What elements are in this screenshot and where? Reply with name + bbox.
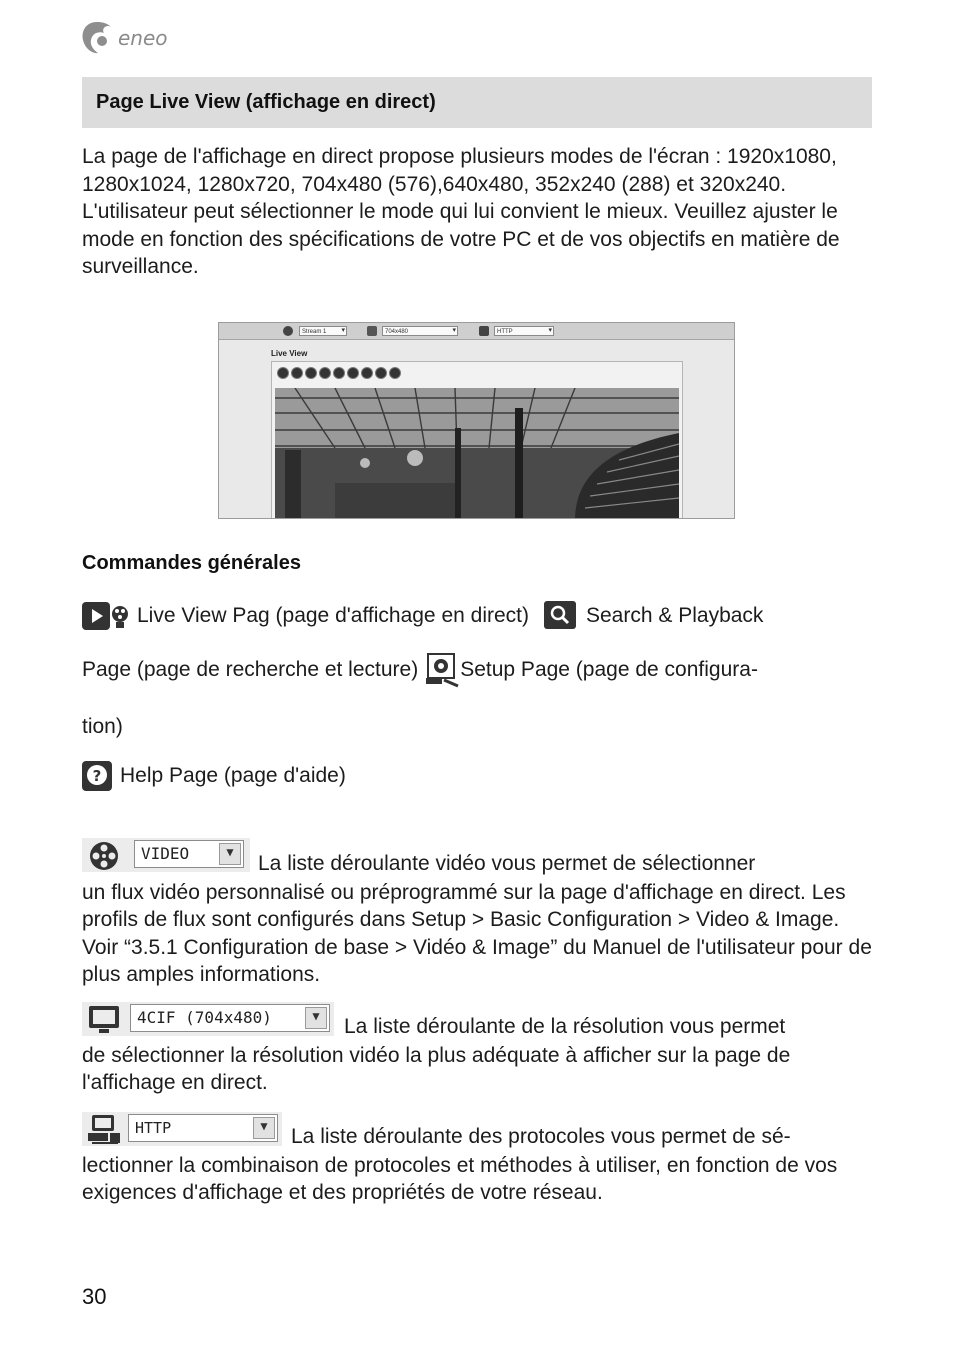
film-reel-icon [88, 840, 120, 872]
live-view-screenshot [218, 322, 735, 519]
video-control-first-line: La liste déroulante vidéo vous permet de sélectionner [258, 852, 756, 875]
audio-button[interactable] [361, 367, 373, 379]
network-computer-icon [88, 1114, 122, 1146]
chevron-down-icon: ▼ [253, 1117, 275, 1139]
resolution-select-value: 4CIF (704x480) [137, 1008, 272, 1027]
resolution-control-strip [82, 1002, 334, 1036]
screenshot-toolbar [219, 323, 734, 340]
monitor-icon [367, 326, 377, 336]
video-control-description: un flux vidéo personnalisé ou préprogrammé sur la page d'affichage en direct. Les profils de flux sont configurés dans Setup > Basic Configuration > Video & Image. Voir “3.5.1 Configuration de base > Vidéo & Image” du Manuel de l'utilisateur pour de plus amples informations. [82, 881, 872, 986]
protocol-control-description: lectionner la combinaison de protocoles et méthodes à utiliser, en fonction de vos exigences d'affichage et des propriétés de votre réseau. [82, 1154, 838, 1205]
live-view-page-label: Live View Pag (page d'affichage en direct) [137, 604, 529, 627]
talk-button[interactable] [305, 367, 317, 379]
zoom-out-button[interactable] [333, 367, 345, 379]
help-icon[interactable] [82, 760, 112, 792]
film-reel-icon [283, 326, 293, 336]
protocol-select-value: HTTP [135, 1119, 172, 1137]
resolution-select-mini[interactable]: 704x480 ▾ [382, 326, 458, 336]
search-playback-icon[interactable] [543, 599, 579, 633]
video-select[interactable] [134, 840, 244, 868]
logo-text: eneo [118, 26, 168, 50]
resolution-control-first-line: La liste déroulante de la résolution vous permet [344, 1015, 786, 1038]
general-controls-heading: Commandes générales [82, 552, 301, 574]
grid-button[interactable] [389, 367, 401, 379]
snapshot-button[interactable] [277, 367, 289, 379]
controls-line-2 [82, 650, 758, 690]
live-video-frame [275, 388, 679, 519]
page-number: 30 [82, 1284, 107, 1309]
protocol-control-first-line: La liste déroulante des protocoles vous permet de sé- [291, 1125, 791, 1148]
video-control-strip [82, 838, 250, 872]
screenshot-title: Live View [271, 349, 308, 358]
resolution-select[interactable] [130, 1004, 330, 1032]
chevron-down-icon: ▼ [219, 843, 241, 865]
record-button[interactable] [291, 367, 303, 379]
stream-select[interactable]: Stream 1 ▾ [299, 326, 347, 336]
controls-line-help [82, 758, 346, 794]
network-icon [479, 326, 489, 336]
svg-text:?: ? [92, 767, 102, 785]
brand-logo [80, 18, 190, 58]
video-select-value: VIDEO [141, 844, 190, 863]
setup-page-label-cont: tion) [82, 715, 123, 738]
monitor-icon [88, 1005, 120, 1035]
resolution-control-description: de sélectionner la résolution vidéo la plus adéquate à afficher sur la page de l'affichage en direct. [82, 1044, 791, 1095]
protocol-select-mini[interactable]: HTTP ▾ [494, 326, 554, 336]
controls-line-1 [82, 596, 763, 636]
atrium-image [275, 388, 679, 519]
help-page-label: Help Page (page d'aide) [120, 764, 346, 787]
screenshot-panel [271, 361, 683, 519]
search-playback-label: Search & Playback [586, 604, 764, 627]
intro-paragraph: La page de l'affichage en direct propose plusieurs modes de l'écran : 1920x1080, 1280x1024, 1280x720, 704x480 (576),640x480, 352x240 (288) et 320x240. L'utilisateur peut sélectionner le mode qui lui convient le mieux. Veuillez ajuster le mode en fonction des spécifications de votre PC et de vos objectifs en matière de surveillance. [82, 145, 840, 278]
section-header [82, 77, 872, 128]
search-playback-label-cont: Page (page de recherche et lecture) [82, 658, 419, 681]
chevron-down-icon: ▼ [305, 1007, 327, 1029]
settings-button[interactable] [375, 367, 387, 379]
live-view-page-icon[interactable] [82, 600, 130, 632]
protocol-control-strip [82, 1112, 282, 1146]
setup-page-icon[interactable] [424, 652, 460, 688]
eneo-logo-icon [80, 19, 114, 57]
zoom-in-button[interactable] [319, 367, 331, 379]
setup-page-label: Setup Page (page de configura- [460, 658, 758, 681]
section-title: Page Live View (affichage en direct) [96, 91, 436, 113]
fullscreen-button[interactable] [347, 367, 359, 379]
protocol-select[interactable] [128, 1114, 278, 1142]
